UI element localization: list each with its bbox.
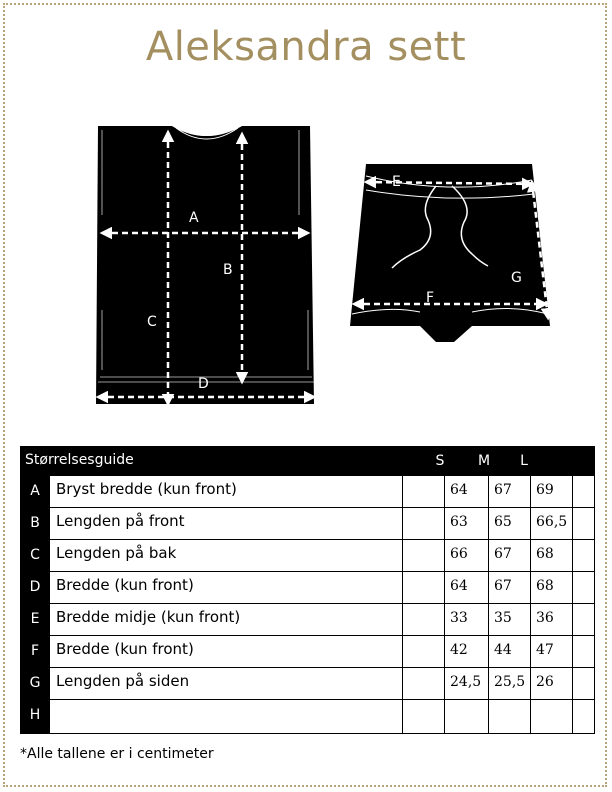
shirt-drawing [96,126,314,404]
table-row [20,572,595,604]
row-letter: G [29,675,41,691]
label-d: D [198,376,209,392]
value-s: 64 [445,476,489,508]
blank-cell [403,636,445,668]
size-s-header: S [435,453,445,469]
row-letter: E [30,611,40,627]
row-letter: A [30,483,40,499]
size-guide-header [20,446,595,476]
row-description: Bredde (kun front) [50,636,403,668]
value-m: 25,5 [489,668,531,700]
value-l: 69 [531,476,573,508]
size-l-header: L [520,453,528,469]
value-m: 44 [489,636,531,668]
size-guide-title: Størrelsesguide [25,452,134,468]
blank-cell [573,668,595,700]
value-l: 68 [531,572,573,604]
blank-cell [403,476,445,508]
table-row [20,508,595,540]
row-description [50,700,403,734]
value-s: 64 [445,572,489,604]
value-m: 65 [489,508,531,540]
size-m-header: M [477,453,491,469]
table-row [20,540,595,572]
blank-cell [573,540,595,572]
value-m [489,700,531,734]
value-l: 26 [531,668,573,700]
row-description: Bredde (kun front) [50,572,403,604]
table-row [20,700,595,734]
value-s [445,700,489,734]
blank-cell [403,540,445,572]
label-a: A [189,210,199,226]
label-c: C [147,314,157,330]
row-description: Lengden på front [50,508,403,540]
value-l: 47 [531,636,573,668]
value-s: 66 [445,540,489,572]
label-f: F [426,290,435,306]
row-description: Bredde midje (kun front) [50,604,403,636]
value-l: 66,5 [531,508,573,540]
blank-cell [403,508,445,540]
blank-cell [573,700,595,734]
size-guide-table [20,446,595,734]
row-letter: H [29,707,41,723]
table-row [20,604,595,636]
value-m: 67 [489,572,531,604]
label-g: G [511,270,522,286]
row-description: Lengden på bak [50,540,403,572]
row-description: Bryst bredde (kun front) [50,476,403,508]
value-m: 67 [489,540,531,572]
row-letter: D [29,579,41,595]
value-s: 63 [445,508,489,540]
value-l [531,700,573,734]
page-title: Aleksandra sett [145,24,467,70]
table-row [20,636,595,668]
value-s: 33 [445,604,489,636]
shorts-drawing [350,164,550,342]
blank-cell [573,572,595,604]
blank-cell [573,508,595,540]
blank-cell [573,604,595,636]
blank-cell [403,668,445,700]
footnote: *Alle tallene er i centimeter [20,746,214,762]
table-row [20,668,595,700]
value-s: 24,5 [445,668,489,700]
table-row [20,476,595,508]
label-b: B [223,262,233,278]
blank-cell [573,476,595,508]
row-letter: C [30,547,40,563]
blank-cell [403,604,445,636]
value-l: 68 [531,540,573,572]
value-l: 36 [531,604,573,636]
blank-cell [573,636,595,668]
label-e: E [392,174,401,190]
blank-cell [403,572,445,604]
value-s: 42 [445,636,489,668]
row-description: Lengden på siden [50,668,403,700]
row-letter: F [30,643,40,659]
blank-cell [403,700,445,734]
value-m: 67 [489,476,531,508]
value-m: 35 [489,604,531,636]
row-letter: B [30,515,40,531]
